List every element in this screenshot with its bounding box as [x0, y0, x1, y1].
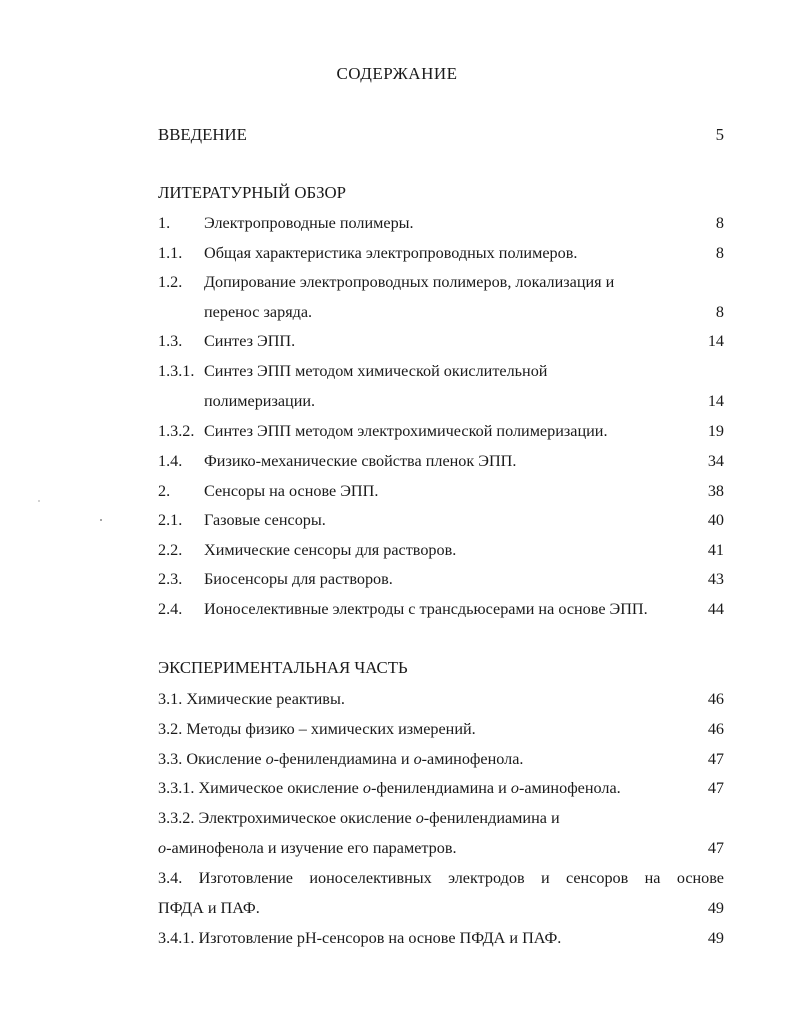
toc-entry: 3.3. Окисление о-фенилендиамина и о-аминофенола. 47	[158, 750, 724, 768]
toc-entry: 1.4. Физико-механические свойства пленок ЭПП. 34	[158, 452, 724, 470]
intro-label: ВВЕДЕНИЕ	[158, 125, 247, 144]
toc-entry: 3.2. Методы физико – химических измерений. 46	[158, 720, 724, 738]
toc-entry: 1. Электропроводные полимеры. 8	[158, 214, 724, 232]
scan-speck	[38, 500, 40, 502]
toc-entry: 3.1. Химические реактивы. 46	[158, 690, 724, 708]
toc-entry: 2.2. Химические сенсоры для растворов. 41	[158, 541, 724, 559]
toc-entry-continuation: ПФДА и ПАФ. 49	[158, 899, 724, 917]
toc-entry: 1.3.2. Синтез ЭПП методом электрохимической полимеризации. 19	[158, 422, 724, 440]
toc-entry-continuation: полимеризации. 14	[204, 392, 724, 410]
page-title: СОДЕРЖАНИЕ	[336, 64, 458, 83]
toc-entry: 1.2. Допирование электропроводных полимеров, локализация и	[158, 273, 615, 291]
toc-entry: 1.3.1. Синтез ЭПП методом химической окислительной	[158, 362, 548, 380]
toc-entry: 1.1. Общая характеристика электропроводных полимеров. 8	[158, 244, 724, 262]
toc-entry: 2.3. Биосенсоры для растворов. 43	[158, 570, 724, 588]
section-heading-lit-review: ЛИТЕРАТУРНЫЙ ОБЗОР	[158, 183, 346, 202]
toc-entry-intro	[158, 124, 724, 146]
intro-page: 5	[715, 125, 724, 144]
toc-entry: 2.4. Ионоселективные электроды с трансдьюсерами на основе ЭПП. 44	[158, 600, 724, 618]
toc-entry-continuation: о-аминофенола и изучение его параметров. 47	[158, 839, 724, 857]
section-heading-experimental: ЭКСПЕРИМЕНТАЛЬНАЯ ЧАСТЬ	[158, 658, 408, 677]
scan-speck	[100, 519, 102, 521]
toc-entry-continuation: перенос заряда. 8	[204, 303, 724, 321]
toc-entry: 3.3.1. Химическое окисление о-фенилендиамина и о-аминофенола. 47	[158, 779, 724, 797]
toc-entry: 3.4. Изготовление ионоселективных электродов и сенсоров на основе	[158, 869, 724, 887]
toc-entry: 2.1. Газовые сенсоры. 40	[158, 511, 724, 529]
toc-entry: 2. Сенсоры на основе ЭПП. 38	[158, 482, 724, 500]
toc-entry: 3.4.1. Изготовление pH-сенсоров на основе ПФДА и ПАФ. 49	[158, 929, 724, 947]
toc-entry: 3.3.2. Электрохимическое окисление о-фенилендиамина и	[158, 809, 560, 827]
toc-entry: 1.3. Синтез ЭПП. 14	[158, 332, 724, 350]
